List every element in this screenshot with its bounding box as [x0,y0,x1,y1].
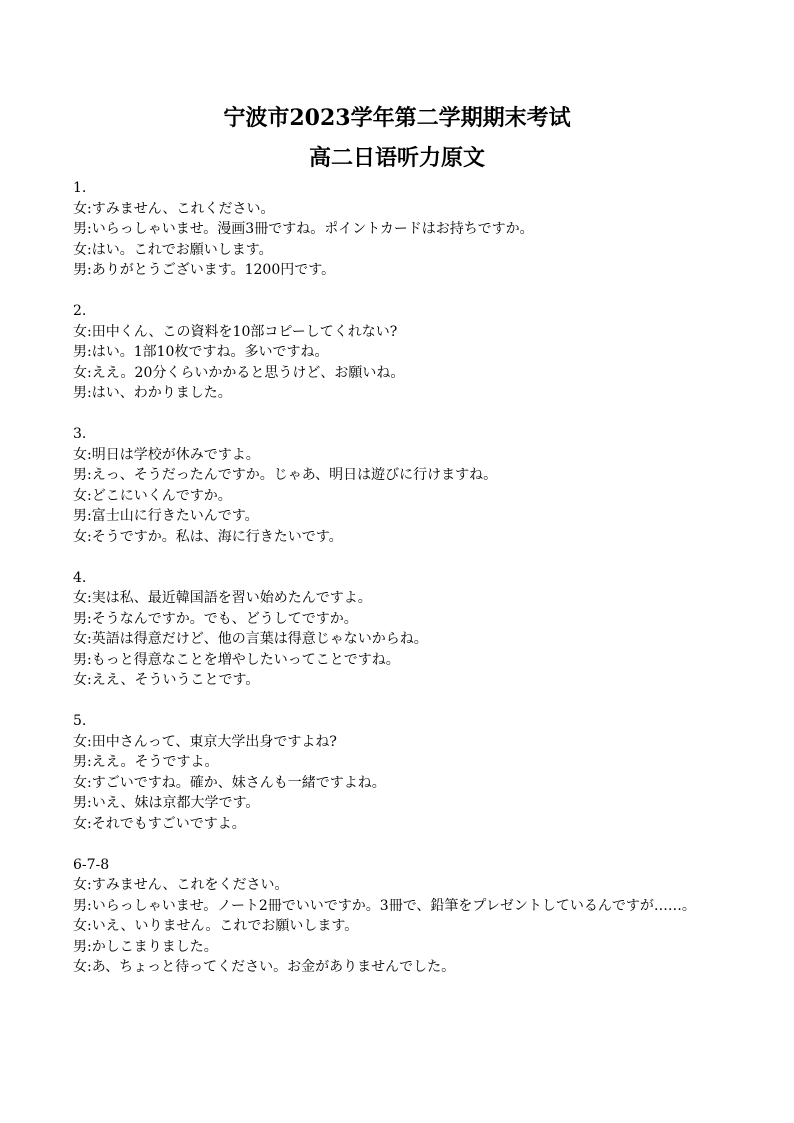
dialogue-line: 女:すみません、これをください。 [73,877,289,893]
dialogue-line: 女:英語は得意だけど、他の言葉は得意じゃないからね。 [73,631,428,647]
dialogue-line: 女:ええ、そういうことです。 [73,672,260,688]
transcript-body [73,178,733,998]
dialogue-line: 男:ありがとうございます。1200円です。 [73,262,336,278]
dialogue-line: 女:そうですか。私は、海に行きたいです。 [73,528,343,545]
dialogue-line: 女:はい。これでお願いします。 [73,241,273,258]
section-1 [73,178,733,281]
section-number: 3. [73,426,87,442]
dialogue-line: 女:どこにいくんですか。 [73,487,232,504]
section-5 [73,711,733,834]
dialogue-line: 男:いえ、妹は京都大学です。 [73,795,260,811]
section-number: 1. [73,180,87,196]
dialogue-line: 女:明日は学校が休みですよ。 [73,446,260,463]
section-6-7-8 [73,855,733,978]
section-number: 5. [73,713,87,729]
section-number: 2. [73,303,87,319]
dialogue-line: 男:富士山に行きたいんです。 [73,508,259,524]
dialogue-line: 男:そうなんですか。でも、どうしてですか。 [73,610,358,627]
section-number: 4. [73,569,87,586]
dialogue-line: 女:それでもすごいですよ。 [73,815,246,832]
dialogue-line: 男:えっ、そうだったんですか。じゃあ、明日は遊びに行けますね。 [73,467,498,483]
dialogue-line: 男:いらっしゃいませ。漫画3冊ですね。ポイントカードはお持ちですか。 [73,221,534,237]
dialogue-line: 女:すみません、これください。 [73,200,275,217]
section-number: 6-7-8 [73,856,110,873]
dialogue-line: 女:いえ、いりません。これでお願いします。 [73,918,359,934]
dialogue-line: 女:田中さんって、東京大学出身ですよね? [73,733,337,750]
section-3 [73,424,733,547]
section-2 [73,301,733,404]
document-subtitle: 高二日语听力原文 [308,145,485,171]
dialogue-line: 女:実は私、最近韓国語を習い始めたんですよ。 [73,590,372,606]
dialogue-line: 男:はい。1部10枚ですね。多いですね。 [73,344,329,360]
section-4 [73,568,733,691]
document-title: 宁波市2023学年第二学期期末考试 [223,105,571,131]
dialogue-line: 男:いらっしゃいませ。ノート2冊でいいですか。3冊で、鉛筆をプレゼントしているんですが……。 [73,897,696,914]
dialogue-line: 女:ええ。20分くらいかかると思うけど、お願いね。 [73,364,405,381]
dialogue-line: 女:すごいですね。確か、妹さんも一緒ですよね。 [73,774,386,791]
dialogue-line: 男:はい、わかりました。 [73,385,232,401]
dialogue-line: 男:もっと得意なことを増やしたいってことですね。 [73,651,400,668]
dialogue-line: 女:田中くん、この資料を10部コピーしてくれない? [73,323,398,340]
dialogue-line: 女:あ、ちょっと待ってください。お金がありませんでした。 [73,959,456,975]
dialogue-line: 男:かしこまりました。 [73,938,218,955]
dialogue-line: 男:ええ。そうですよ。 [73,754,219,770]
